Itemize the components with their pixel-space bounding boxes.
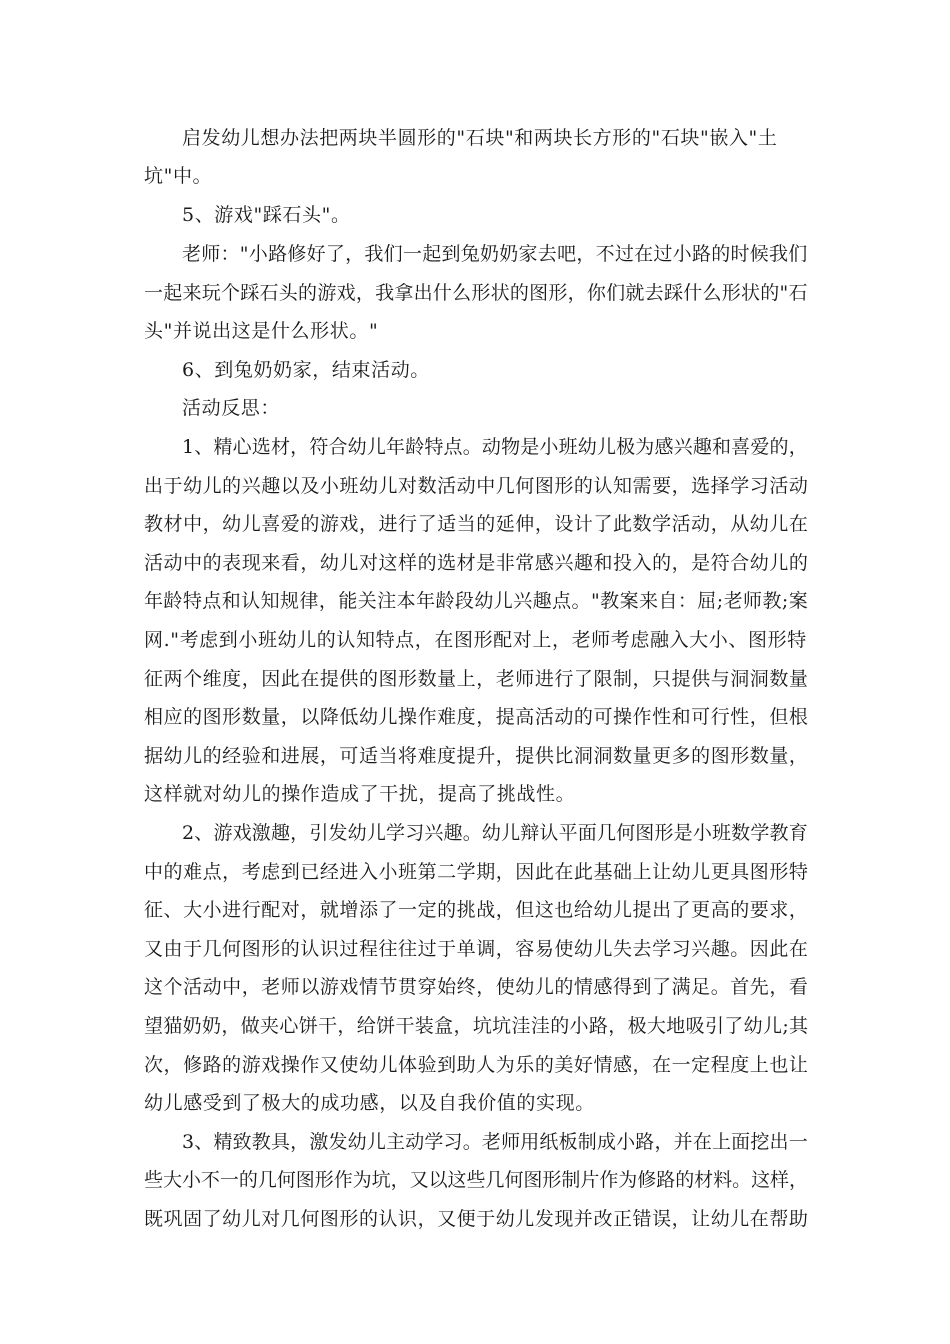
text-line: 次，修路的游戏操作又使幼儿体验到助人为乐的美好情感，在一定程度上也让 <box>144 1054 809 1076</box>
text-line: 网."考虑到小班幼儿的认知特点，在图形配对上，老师考虑融入大小、图形特 <box>144 629 807 651</box>
text-line: 出于幼儿的兴趣以及小班幼儿对数活动中几何图形的认知需要，选择学习活动 <box>144 475 809 497</box>
text-line: 老师："小路修好了，我们一起到兔奶奶家去吧，不过在过小路的时候我们 <box>182 243 808 265</box>
text-line: 年龄特点和认知规律，能关注本年龄段幼儿兴趣点。"教案来自：屈;老师教;案 <box>144 590 809 612</box>
text-line: 幼儿感受到了极大的成功感，以及自我价值的实现。 <box>144 1092 595 1114</box>
text-line: 1、精心选材，符合幼儿年龄特点。动物是小班幼儿极为感兴趣和喜爱的， <box>182 436 808 458</box>
text-line: 头"并说出这是什么形状。" <box>144 320 379 342</box>
text-line: 相应的图形数量，以降低幼儿操作难度，提高活动的可操作性和可行性，但根 <box>144 706 809 728</box>
text-line: 望猫奶奶，做夹心饼干，给饼干装盒，坑坑洼洼的小路，极大地吸引了幼儿;其 <box>144 1015 809 1037</box>
text-line: 这个活动中，老师以游戏情节贯穿始终，使幼儿的情感得到了满足。首先，看 <box>144 976 809 998</box>
text-line: 6、到兔奶奶家，结束活动。 <box>182 359 430 381</box>
text-line: 既巩固了幼儿对几何图形的认识，又便于幼儿发现并改正错误，让幼儿在帮助 <box>144 1208 809 1230</box>
text-line: 活动中的表现来看，幼儿对这样的选材是非常感兴趣和投入的，是符合幼儿的 <box>144 552 809 574</box>
text-line: 启发幼儿想办法把两块半圆形的"石块"和两块长方形的"石块"嵌入"土 <box>182 127 778 149</box>
text-line: 征、大小进行配对，就增添了一定的挑战，但这也给幼儿提出了更高的要求， <box>144 899 809 921</box>
text-line: 一起来玩个踩石头的游戏，我拿出什么形状的图形，你们就去踩什么形状的"石 <box>144 282 808 304</box>
text-line: 征两个维度，因此在提供的图形数量上，老师进行了限制，只提供与洞洞数量 <box>144 668 809 690</box>
text-line: 2、游戏激趣，引发幼儿学习兴趣。幼儿辩认平面几何图形是小班数学教育 <box>182 822 808 844</box>
text-line: 据幼儿的经验和进展，可适当将难度提升，提供比洞洞数量更多的图形数量， <box>144 745 809 767</box>
text-line: 些大小不一的几何图形作为坑，又以这些几何图形制片作为修路的材料。这样， <box>144 1169 809 1191</box>
text-line: 3、精致教具，激发幼儿主动学习。老师用纸板制成小路，并在上面挖出一 <box>182 1131 808 1153</box>
text-line: 教材中，幼儿喜爱的游戏，进行了适当的延伸，设计了此数学活动，从幼儿在 <box>144 513 809 535</box>
text-line: 这样就对幼儿的操作造成了干扰，提高了挑战性。 <box>144 783 576 805</box>
text-line: 5、游戏"踩石头"。 <box>182 204 351 226</box>
text-line: 中的难点，考虑到已经进入小班第二学期，因此在此基础上让幼儿更具图形特 <box>144 861 809 883</box>
section-heading: 活动反思： <box>182 397 281 419</box>
text-line: 坑"中。 <box>144 165 213 187</box>
text-line: 又由于几何图形的认识过程往往过于单调，容易使幼儿失去学习兴趣。因此在 <box>144 938 809 960</box>
